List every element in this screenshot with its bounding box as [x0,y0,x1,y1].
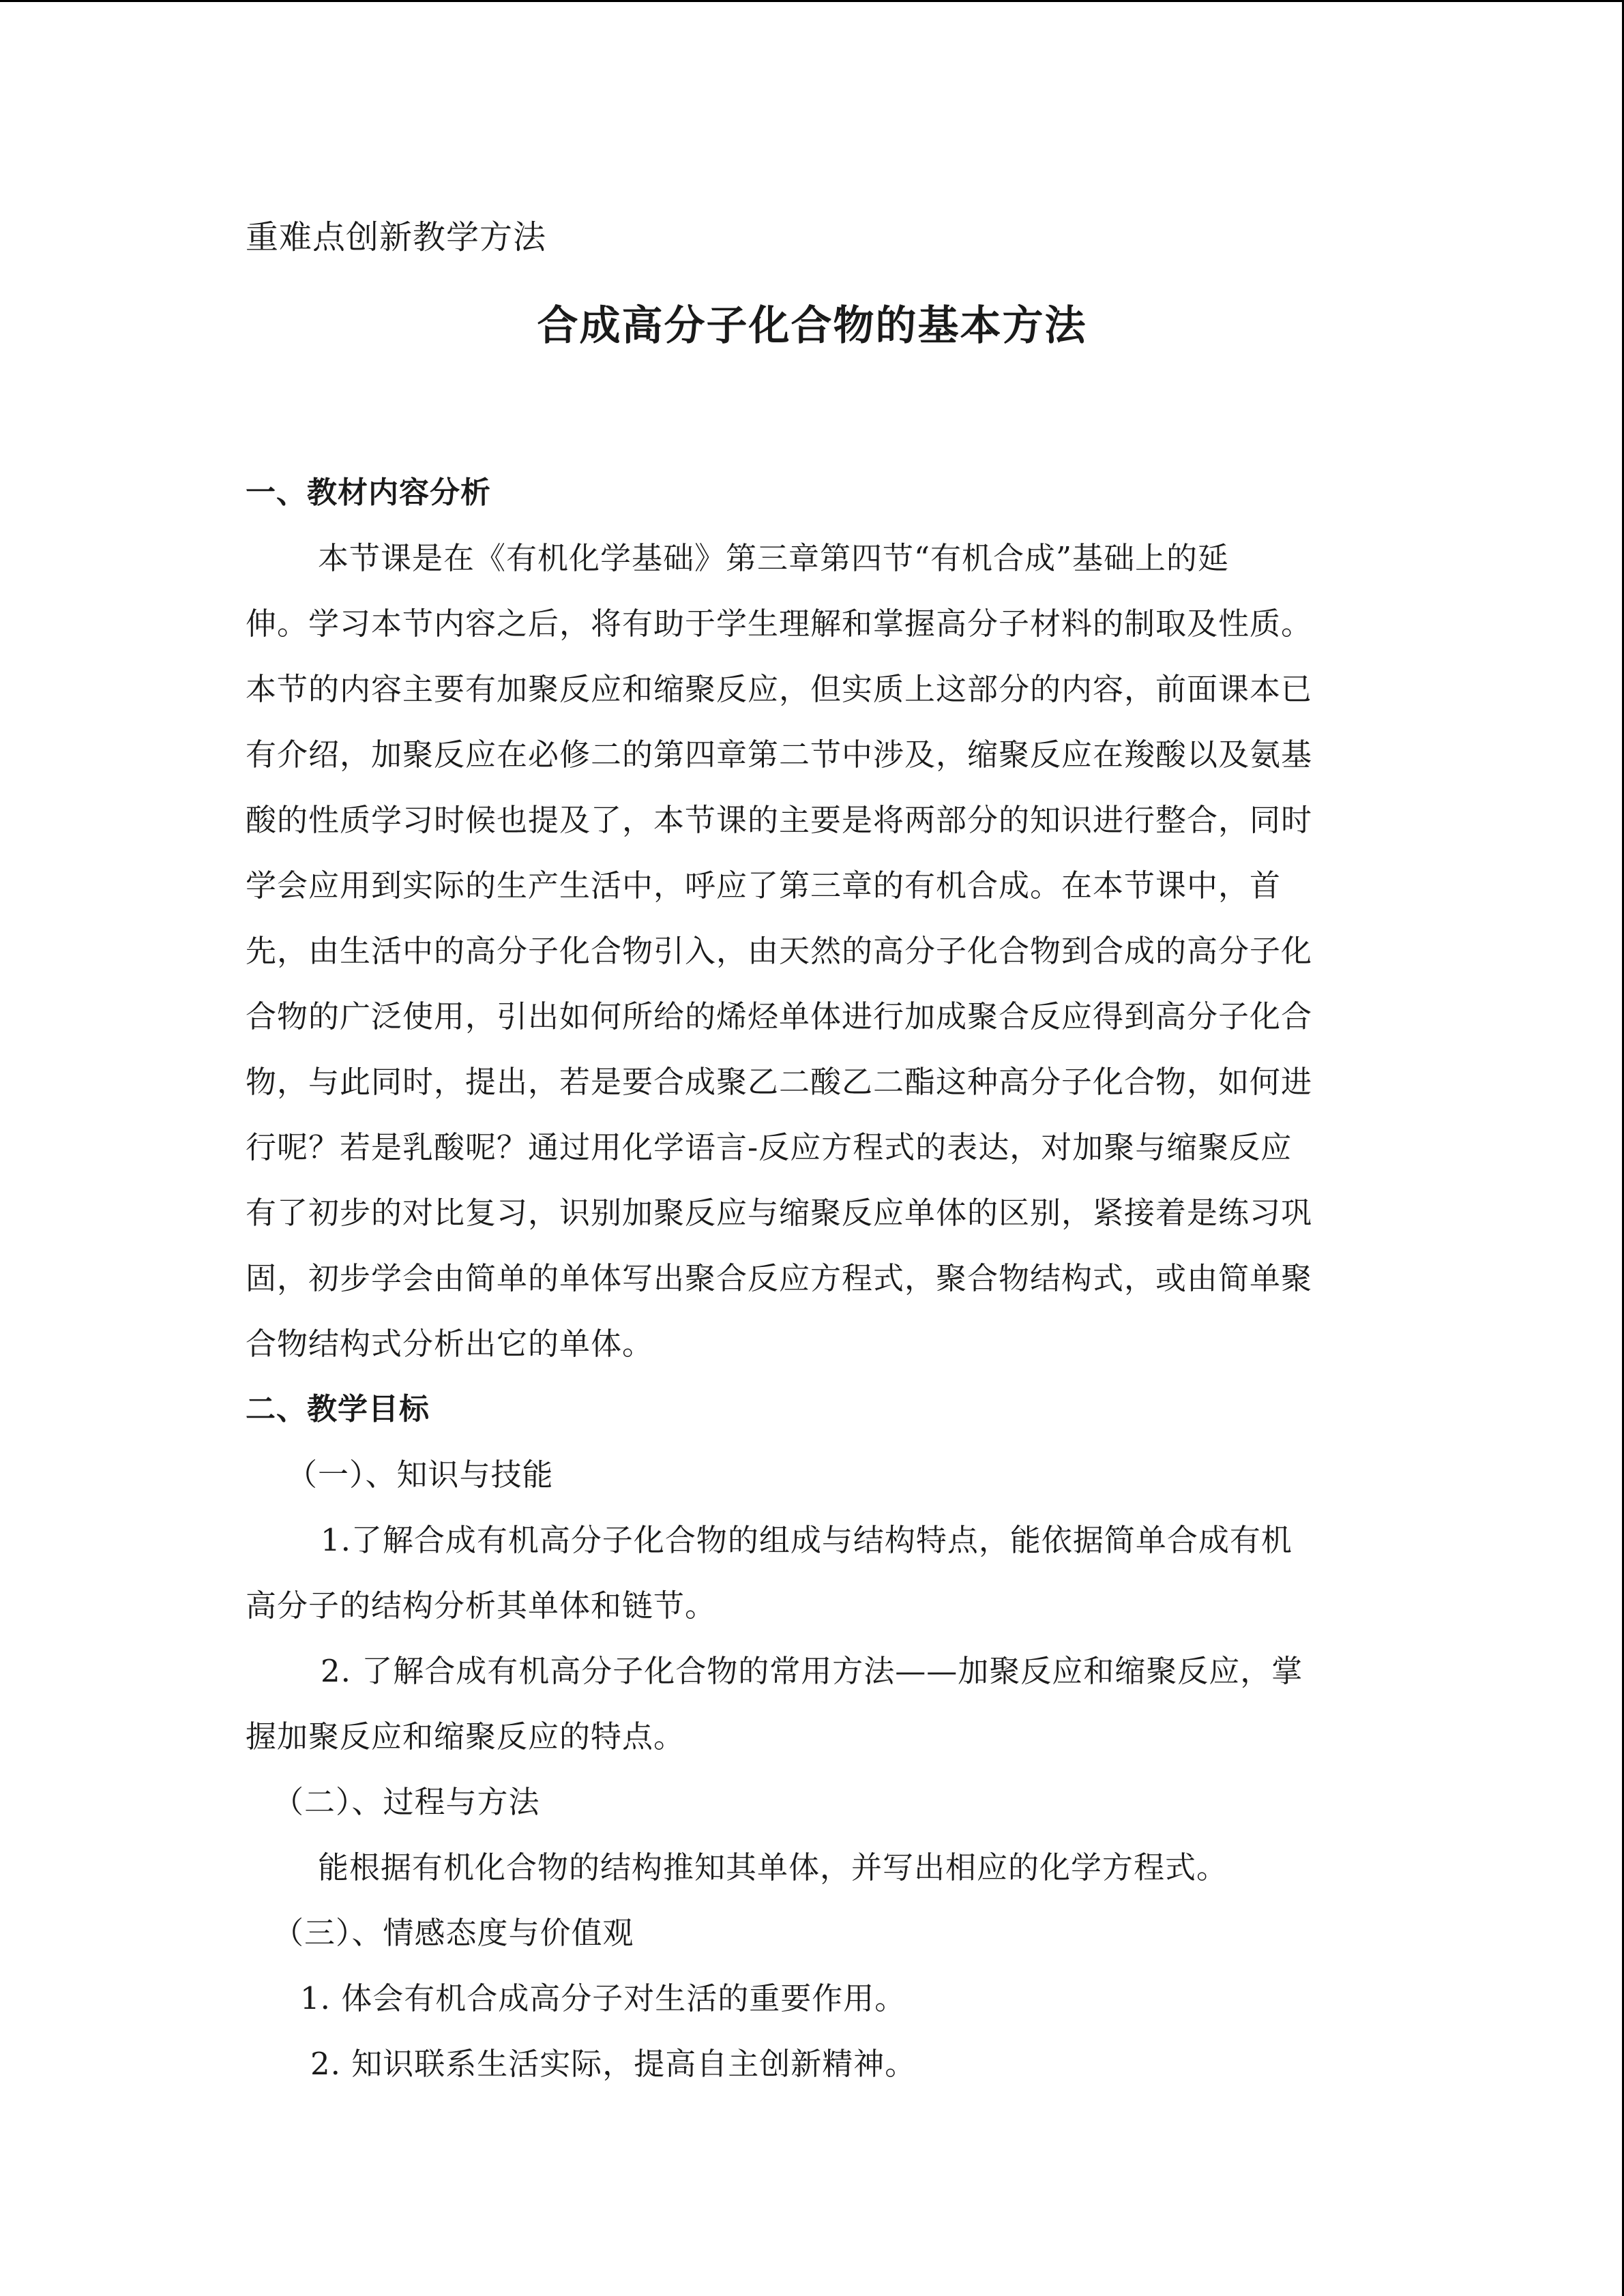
paragraph-line: 有介绍，加聚反应在必修二的第四章第二节中涉及，缩聚反应在羧酸以及氨基 [246,736,1313,773]
paragraph-line: 合物的广泛使用，引出如何所给的烯烃单体进行加成聚合反应得到高分子化合 [246,998,1313,1034]
paragraph-line: 酸的性质学习时候也提及了，本节课的主要是将两部分的知识进行整合，同时 [246,802,1313,838]
paragraph-line: 物，与此同时，提出，若是要合成聚乙二酸乙二酯这种高分子化合物，如何进 [246,1064,1313,1100]
goal-item-2-line-1: 2. 了解合成有机高分子化合物的常用方法——加聚反应和缩聚反应，掌 [321,1653,1303,1689]
section-heading-content-analysis: 一、教材内容分析 [246,475,491,510]
paragraph-line: 行呢？若是乳酸呢？通过用化学语言-反应方程式的表达，对加聚与缩聚反应 [246,1129,1293,1165]
paragraph-line: 固，初步学会由简单的单体写出聚合反应方程式，聚合物结构式，或由简单聚 [246,1260,1313,1296]
subheading-process-method: （二）、过程与方法 [273,1784,540,1820]
goal-item-2-line-2: 握加聚反应和缩聚反应的特点。 [246,1718,685,1755]
paragraph-line: 本节课是在《有机化学基础》第三章第四节“有机合成”基础上的延 [318,540,1230,576]
subheading-knowledge-skills: （一）、知识与技能 [286,1457,554,1493]
paragraph-line: 学会应用到实际的生产生活中，呼应了第三章的有机合成。在本节课中，首 [246,867,1282,904]
goal-item-1-line-1: 1.了解合成有机高分子化合物的组成与结构特点，能依据简单合成有机 [321,1522,1293,1558]
goal-item-1-line-2: 高分子的结构分析其单体和链节。 [246,1587,717,1624]
paragraph-line: 本节的内容主要有加聚反应和缩聚反应，但实质上这部分的内容，前面课本已 [246,671,1313,707]
paragraph-line: 伸。学习本节内容之后，将有助于学生理解和掌握高分子材料的制取及性质。 [246,606,1313,642]
attitude-item-2: 2. 知识联系生活实际，提高自主创新精神。 [310,2046,917,2082]
section-heading-teaching-goals: 二、教学目标 [246,1392,430,1427]
page-top-border [0,0,1624,2]
process-method-text: 能根据有机化合物的结构推知其单体，并写出相应的化学方程式。 [318,1849,1228,1885]
page-title: 合成高分子化合物的基本方法 [537,302,1087,350]
attitude-item-1: 1. 体会有机合成高分子对生活的重要作用。 [300,1980,906,2016]
paragraph-line: 先，由生活中的高分子化合物引入，由天然的高分子化合物到合成的高分子化 [246,933,1313,969]
paragraph-line: 有了初步的对比复习，识别加聚反应与缩聚反应单体的区别，紧接着是练习巩 [246,1195,1313,1231]
subheading-attitude-values: （三）、情感态度与价值观 [273,1915,634,1951]
paragraph-line: 合物结构式分析出它的单体。 [246,1326,654,1362]
header-label: 重难点创新教学方法 [246,218,547,256]
